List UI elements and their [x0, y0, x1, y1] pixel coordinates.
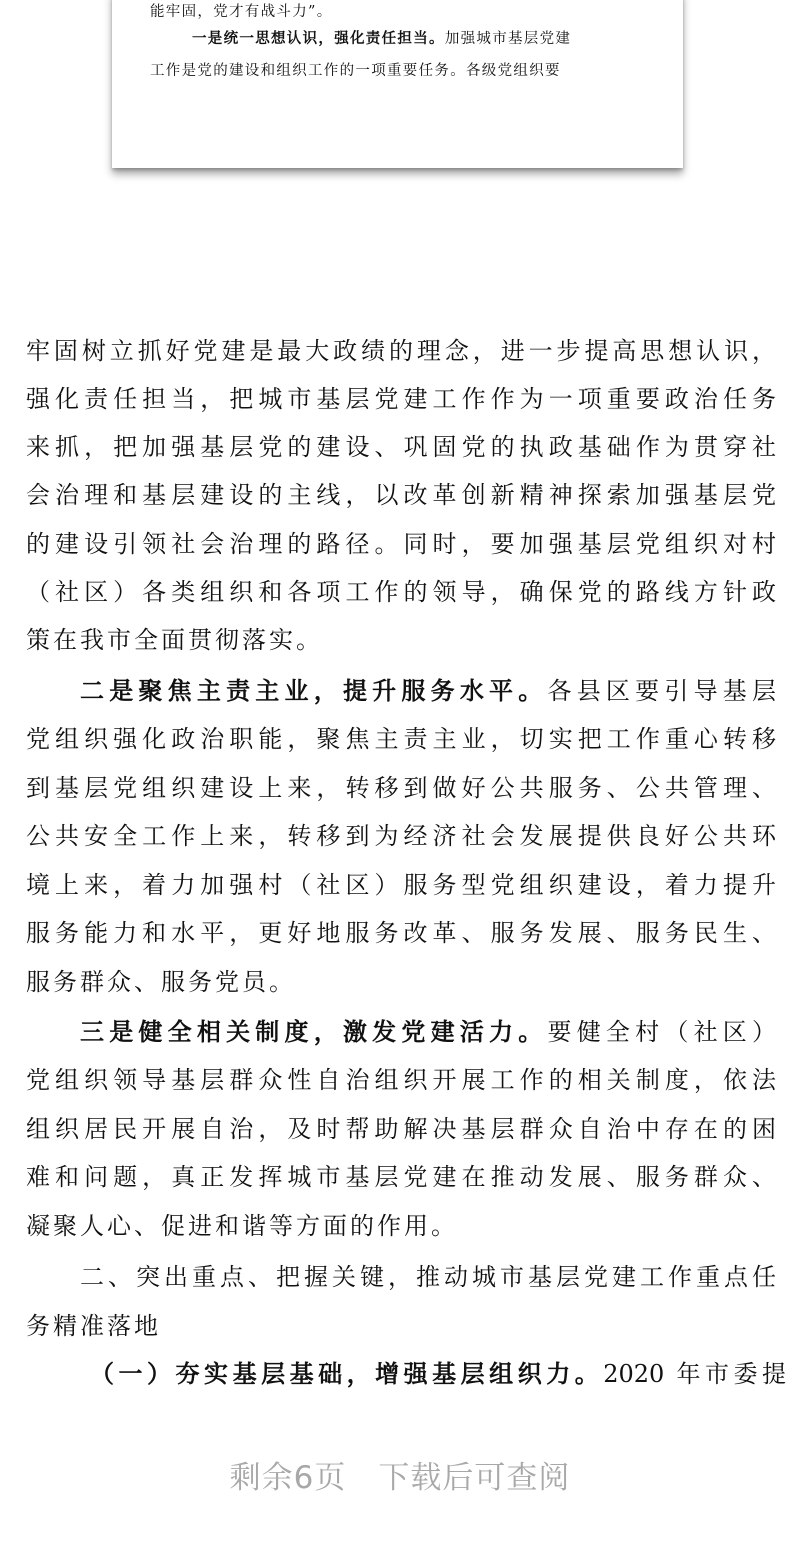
- card-line-1: 能牢固，党才有战斗力”。: [150, 4, 333, 20]
- body-line: [26, 529, 776, 559]
- body-line-text: 组织居民开展自治，及时帮助解决基层群众自治中存在的困: [26, 1115, 776, 1143]
- body-line-text: 策在我市全面贯彻落实。: [26, 626, 323, 654]
- card-line-2: [192, 27, 571, 48]
- body-line-text: 2020 年市委提: [603, 1360, 786, 1388]
- preview-page-card: [112, 0, 683, 168]
- body-line: [26, 336, 776, 366]
- body-line: [26, 724, 776, 754]
- body-line: [26, 577, 776, 607]
- body-line-heading: 二是聚焦主责主业，提升服务水平。: [80, 676, 548, 705]
- body-line-text: 各县区要引导基层: [547, 677, 777, 705]
- body-line-text: （社区）各类组织和各项工作的领导，确保党的路线方针政: [26, 578, 776, 606]
- body-line-text: 服务群众、服务党员。: [26, 968, 296, 996]
- body-line-text: 牢固树立抓好党建是最大政绩的理念，进一步提高思想认识，: [26, 337, 776, 365]
- body-line: [26, 1211, 776, 1241]
- body-line-text: 凝聚人心、促进和谐等方面的作用。: [26, 1212, 458, 1240]
- body-line-text: 到基层党组织建设上来，转移到做好公共服务、公共管理、: [26, 774, 776, 802]
- body-line-text: 会治理和基层建设的主线，以改革创新精神探索加强基层党: [26, 481, 776, 509]
- body-line-text: 来抓，把加强基层党的建设、巩固党的执政基础作为贯穿社: [26, 433, 776, 461]
- remaining-pages-prompt[interactable]: 剩余6页 下载后可查阅: [229, 1460, 571, 1496]
- body-line-text: 服务能力和水平，更好地服务改革、服务发展、服务民生、: [26, 919, 776, 947]
- body-line: [26, 918, 776, 948]
- body-line-text: 的建设引领社会治理的路径。同时，要加强基层党组织对村: [26, 530, 776, 558]
- body-line-text: 境上来，着力加强村（社区）服务型党组织建设，着力提升: [26, 871, 776, 899]
- card-line-2-bold: 一是统一思想认识，强化责任担当。: [192, 30, 445, 47]
- body-line: [26, 1311, 776, 1341]
- body-line: [26, 625, 776, 655]
- body-line-heading: （一）夯实基层基础，增强基层组织力。: [90, 1359, 604, 1388]
- card-line-2-rest: 加强城市基层党建: [444, 31, 572, 47]
- body-line: [80, 676, 776, 706]
- body-line: [26, 384, 776, 414]
- body-line-text: 党组织领导基层群众性自治组织开展工作的相关制度，依法: [26, 1066, 776, 1094]
- body-line-text: 务精准落地: [26, 1312, 161, 1340]
- body-line: [80, 1262, 776, 1292]
- body-line-text: 党组织强化政治职能，聚焦主责主业，切实把工作重心转移: [26, 725, 776, 753]
- body-line: [26, 773, 776, 803]
- body-line: [26, 432, 776, 462]
- body-line: [90, 1359, 786, 1389]
- body-line: [80, 1017, 776, 1047]
- body-line: [26, 967, 776, 997]
- body-line-text: 公共安全工作上来，转移到为经济社会发展提供良好公共环: [26, 822, 776, 850]
- body-line: [26, 1065, 776, 1095]
- body-line-text: 难和问题，真正发挥城市基层党建在推动发展、服务群众、: [26, 1163, 776, 1191]
- body-line: [26, 1162, 776, 1192]
- body-line-text: 二、突出重点、把握关键，推动城市基层党建工作重点任: [80, 1263, 776, 1291]
- body-line: [26, 870, 776, 900]
- body-line: [26, 821, 776, 851]
- card-line-3: 工作是党的建设和组织工作的一项重要任务。各级党组织要: [150, 63, 561, 79]
- body-line: [26, 1114, 776, 1144]
- body-line-text: 要健全村（社区）: [547, 1018, 777, 1046]
- body-line-text: 强化责任担当，把城市基层党建工作作为一项重要政治任务: [26, 385, 776, 413]
- body-line: [26, 480, 776, 510]
- body-line-heading: 三是健全相关制度，激发党建活力。: [80, 1017, 548, 1046]
